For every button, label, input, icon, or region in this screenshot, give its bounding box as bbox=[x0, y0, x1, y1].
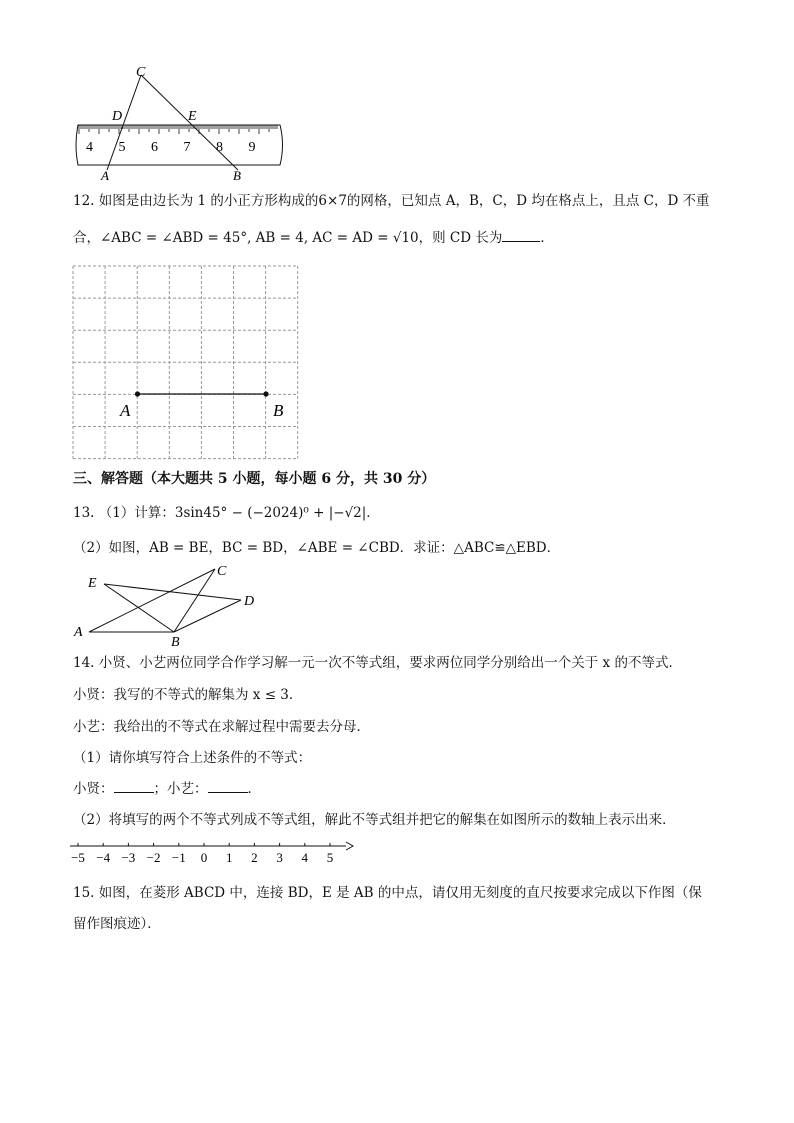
number-line-label: 0 bbox=[200, 850, 208, 865]
q15-line1: 15. 如图，在菱形 ABCD 中，连接 BD，E 是 AB 的中点，请仅用无刻度的直尺按要求完成以下作图（保 bbox=[73, 885, 702, 901]
grid-lines bbox=[73, 266, 298, 459]
number-line-label: −5 bbox=[71, 850, 85, 865]
q12-line2-text: 合，∠ABC = ∠ABD = 45°, AB = 4, AC = AD = √10，则 CD 长为 bbox=[73, 230, 503, 246]
ruler-numbers bbox=[86, 140, 256, 155]
point-B bbox=[263, 391, 268, 396]
q12-line2-end: ． bbox=[540, 230, 554, 246]
number-line-label: −1 bbox=[171, 850, 186, 865]
label-A: A bbox=[101, 168, 109, 182]
number-line-label: 4 bbox=[301, 850, 309, 865]
tri-label-D: D bbox=[244, 594, 255, 609]
label-C: C bbox=[136, 65, 146, 80]
tri-label-B: B bbox=[171, 635, 180, 648]
q14-part2: （2）将填写的两个不等式列成不等式组，解此不等式组并把它的解集在如图所示的数轴上表示出来． bbox=[73, 812, 676, 828]
number-line-label: 5 bbox=[326, 850, 334, 865]
number-line-label: 3 bbox=[276, 850, 283, 865]
q14-fill-sep: ；小艺： bbox=[153, 781, 208, 797]
ruler-tick-marks bbox=[79, 125, 277, 134]
q12-grid-figure bbox=[70, 264, 305, 464]
q12-answer-blank[interactable] bbox=[502, 229, 540, 242]
tri-label-E: E bbox=[88, 576, 97, 591]
ruler-number: 8 bbox=[216, 140, 223, 155]
grid-label-A: A bbox=[120, 401, 131, 420]
q12-line1: 12. 如图是由边长为 1 的小正方形构成的6×7的网格，已知点 A，B，C，D 均在格点上，且点 C，D 不重 bbox=[73, 193, 710, 209]
q14-xiaoyi-blank[interactable] bbox=[208, 780, 248, 793]
q14-fill-end: ． bbox=[247, 781, 261, 797]
q14-xiaoxian-blank[interactable] bbox=[114, 780, 154, 793]
q14-part1: （1）请你填写符合上述条件的不等式： bbox=[73, 750, 312, 766]
q14-intro: 14. 小贤、小艺两位同学合作学习解一元一次不等式组，要求两位同学分别给出一个关于 x 的不等式． bbox=[73, 655, 682, 671]
ruler-number: 4 bbox=[86, 140, 93, 155]
number-line-label: 2 bbox=[251, 850, 258, 865]
q14-number-line bbox=[66, 838, 356, 868]
number-line-label: −3 bbox=[121, 850, 136, 865]
q13-part2: （2）如图，AB = BE，BC = BD，∠ABE = ∠CBD．求证：△ABC≌△EBD． bbox=[73, 540, 561, 556]
q14-fill-xiaoxian-label: 小贤： bbox=[73, 781, 114, 797]
tri-label-A: A bbox=[74, 625, 83, 640]
label-D: D bbox=[112, 109, 123, 124]
ruler-triangle-figure bbox=[70, 62, 290, 182]
q13-part1: 13. （1）计算：3sin45° − (−2024)⁰ + |−√2|． bbox=[73, 505, 380, 521]
q12-line2 bbox=[73, 229, 554, 247]
ruler-number: 9 bbox=[248, 140, 256, 155]
ruler-number: 6 bbox=[151, 140, 158, 155]
tri-label-C: C bbox=[217, 564, 227, 579]
point-A bbox=[135, 391, 140, 396]
number-line-label: −4 bbox=[96, 850, 111, 865]
ruler-number: 5 bbox=[118, 140, 126, 155]
section3-heading: 三、解答题（本大题共 5 小题，每小题 6 分，共 30 分） bbox=[73, 471, 436, 487]
grid-label-B: B bbox=[273, 401, 284, 420]
label-B: B bbox=[233, 168, 241, 182]
label-E: E bbox=[188, 109, 197, 124]
ruler-number: 7 bbox=[183, 140, 191, 155]
q14-xiaoyi: 小艺：我给出的不等式在求解过程中需要去分母． bbox=[73, 719, 370, 735]
q14-fill-line bbox=[73, 780, 261, 798]
number-line-arrow bbox=[346, 842, 353, 850]
number-line-label: −2 bbox=[146, 850, 161, 865]
segment-AC bbox=[89, 569, 215, 632]
q14-xiaoxian: 小贤：我写的不等式的解集为 x ≤ 3． bbox=[73, 687, 303, 703]
q15-line2: 留作图痕迹）． bbox=[73, 916, 161, 932]
number-line-label: 1 bbox=[225, 850, 233, 865]
q13-triangle-figure bbox=[70, 562, 270, 648]
